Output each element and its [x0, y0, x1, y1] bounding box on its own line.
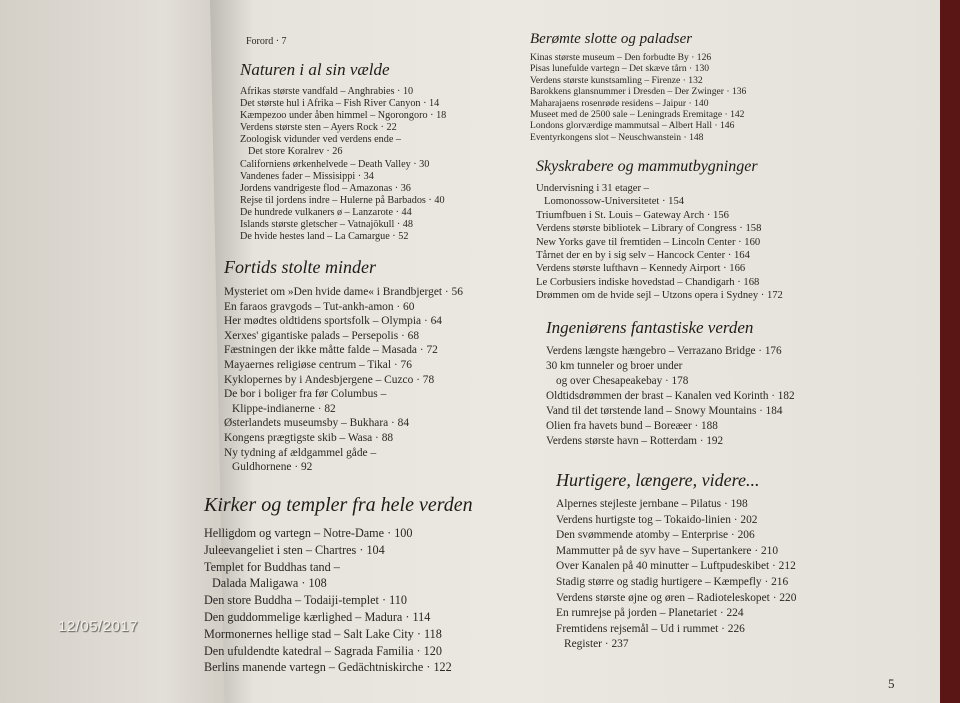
- toc-entry: Kongens prægtigste skib – Wasa · 88: [224, 431, 394, 444]
- toc-entry: Kæmpezoo under åben himmel – Ngorongoro · 18: [240, 110, 447, 122]
- toc-entry: Islands største gletscher – Vatnajökull · 48: [240, 219, 413, 231]
- toc-entry: Mammutter på de syv have – Supertankere · 210: [556, 544, 779, 557]
- toc-entry: Juleevangeliet i sten – Chartres · 104: [204, 542, 385, 557]
- toc-entry: Fæstningen der ikke måtte falde – Masada · 72: [224, 344, 438, 357]
- toc-entry: og over Chesapeakebay · 178: [556, 375, 689, 387]
- toc-entry: Barokkens glansnummer i Dresden – Der Zwinger · 136: [530, 86, 747, 98]
- toc-entry: Guldhornene · 92: [232, 461, 313, 474]
- toc-entry: Stadig større og stadig hurtigere – Kæmpefly · 216: [556, 575, 789, 588]
- toc-entry: Rejse til jordens indre – Hulerne på Barbados · 40: [240, 194, 445, 206]
- toc-entry: Verdens største sten – Ayers Rock · 22: [240, 122, 397, 134]
- toc-entry: Museet med de 2500 sale – Leningrads Eremitage · 142: [530, 109, 745, 121]
- section-fortids: [224, 257, 463, 475]
- toc-entry: Ny tydning af ældgammel gåde –: [224, 446, 377, 459]
- section-heading: Hurtigere, længere, videre...: [556, 470, 760, 490]
- section-heading: Berømte slotte og paladser: [530, 31, 693, 47]
- section-ingenioer: [546, 318, 795, 449]
- toc-entry: 30 km tunneler og broer under: [546, 360, 683, 372]
- toc-entry: Mayaernes religiøse centrum – Tikal · 76: [224, 358, 412, 371]
- toc-entry: Californiens ørkenhelvede – Death Valley · 30: [240, 158, 430, 170]
- section-heading: Naturen i al sin vælde: [240, 60, 390, 79]
- toc-entry: Jordens vandrigeste flod – Amazonas · 36: [240, 182, 411, 194]
- toc-entry: Det store Koralrev · 26: [248, 146, 343, 158]
- toc-entry: Vand til det tørstende land – Snowy Mountains · 184: [546, 405, 783, 417]
- toc-entry: Helligdom og vartegn – Notre-Dame · 100: [204, 526, 413, 540]
- toc-entry: Verdens største øjne og øren – Radioteleskopet · 220: [556, 591, 797, 604]
- toc-entry: Den svømmende atomby – Enterprise · 206: [556, 529, 755, 542]
- section-heading: Skyskrabere og mammutbygninger: [536, 158, 758, 175]
- section-slotte: [530, 31, 746, 143]
- toc-entry: Olien fra havets bund – Boreæer · 188: [546, 420, 718, 432]
- toc-entry: Den guddommelige kærlighed – Madura · 114: [204, 609, 431, 624]
- toc-entry: Verdens længste hængebro – Verrazano Bridge · 176: [546, 345, 782, 357]
- section-heading: Ingeniørens fantastiske verden: [546, 318, 754, 337]
- toc-entry: Fremtidens rejsemål – Ud i rummet · 226: [556, 622, 745, 635]
- section-heading: Fortids stolte minder: [224, 257, 376, 277]
- section-kirker: [204, 494, 473, 676]
- toc-entry: Klippe-indianerne · 82: [232, 402, 336, 415]
- toc-entry: En faraos gravgods – Tut-ankh-amon · 60: [224, 300, 415, 313]
- toc-entry: Undervisning i 31 etager –: [536, 183, 649, 194]
- toc-entry: Triumfbuen i St. Louis – Gateway Arch · 156: [536, 209, 729, 221]
- toc-entry: Lomonossow-Universitetet · 154: [544, 196, 685, 208]
- toc-entry: Verdens hurtigste tog – Tokaido-linien · 202: [556, 513, 758, 526]
- toc-entry: Den store Buddha – Todaiji-templet · 110: [204, 593, 407, 608]
- page-number: 5: [888, 676, 895, 691]
- toc-entry: De hvide hestes land – La Camargue · 52: [240, 231, 409, 243]
- toc-entry: Mysteriet om »Den hvide dame« i Brandbjerget · 56: [224, 286, 463, 298]
- toc-entry: Drømmen om de hvide sejl – Utzons opera i Sydney · 172: [536, 290, 783, 302]
- toc-entry: Her mødtes oldtidens sportsfolk – Olympia · 64: [224, 315, 442, 328]
- section-heading: Kirker og templer fra hele verden: [204, 494, 473, 516]
- section-hurtigere: [556, 470, 796, 653]
- toc-entry: Londons glorværdige mammutsal – Albert Hall · 146: [530, 120, 735, 132]
- toc-entry: Kinas største museum – Den forbudte By · 126: [530, 52, 712, 63]
- section-skyskrabere: [536, 158, 783, 303]
- toc-entry: Tårnet der en by i sig selv – Hancock Center · 164: [536, 250, 750, 262]
- toc-entry: Over Kanalen på 40 minutter – Luftpudeskibet · 212: [556, 560, 796, 573]
- left-page: [0, 0, 235, 703]
- toc-entry: Register · 237: [564, 638, 629, 651]
- toc-entry: Eventyrkongens slot – Neuschwanstein · 148: [530, 131, 704, 143]
- toc-entry: Berlins manende vartegn – Gedächtniskirche · 122: [204, 660, 452, 675]
- toc-entry: Verdens største lufthavn – Kennedy Airport · 166: [536, 263, 746, 275]
- section-naturen: [240, 60, 446, 243]
- toc-entry: Verdens største havn – Rotterdam · 192: [546, 435, 724, 447]
- toc-entry: Afrikas største vandfald – Anghrabies · 10: [240, 86, 414, 97]
- toc-entry: Alpernes stejleste jernbane – Pilatus · 198: [556, 498, 748, 510]
- toc-entry: Det største hul i Afrika – Fish River Canyon · 14: [240, 98, 440, 110]
- toc-entry: Maharajaens rosenrøde residens – Jaipur · 140: [530, 97, 709, 109]
- toc-entry: En rumrejse på jorden – Planetariet · 224: [556, 607, 744, 620]
- toc-entry: Mormonernes hellige stad – Salt Lake City · 118: [204, 626, 442, 641]
- toc-entry: Den ufuldendte katedral – Sagrada Familia · 120: [204, 643, 442, 658]
- toc-entry: Zoologisk vidunder ved verdens ende –: [240, 134, 401, 146]
- date-stamp: 12/05/2017: [58, 618, 139, 635]
- toc-entry: Pisas lunefulde vartegn – Det skæve tårn · 130: [530, 63, 710, 75]
- toc-entry: Templet for Buddhas tand –: [204, 559, 340, 574]
- toc-entry: Le Corbusiers indiske hovedstad – Chandigarh · 168: [536, 276, 760, 288]
- toc-entry: Verdens største bibliotek – Library of Congress · 158: [536, 223, 762, 235]
- toc-entry: Vandenes fader – Missisippi · 34: [240, 170, 374, 182]
- toc-entry: Kyklopernes by i Andesbjergene – Cuzco · 78: [224, 373, 435, 386]
- toc-entry: Verdens største kunstsamling – Firenze · 132: [530, 74, 703, 86]
- toc-entry: Dalada Maligawa · 108: [212, 576, 327, 591]
- toc-entry: De hundrede vulkaners ø – Lanzarote · 44: [240, 206, 412, 218]
- toc-entry: Oldtidsdrømmen der brast – Kanalen ved Korinth · 182: [546, 390, 795, 402]
- toc-entry: Xerxes' gigantiske palads – Persepolis · 68: [224, 329, 420, 342]
- toc-entry: Østerlandets museumsby – Bukhara · 84: [224, 417, 410, 430]
- toc-entry: De bor i boliger fra før Columbus –: [224, 388, 387, 401]
- foreword-entry: Forord · 7: [246, 36, 287, 47]
- toc-entry: New Yorks gave til fremtiden – Lincoln Center · 160: [536, 236, 761, 248]
